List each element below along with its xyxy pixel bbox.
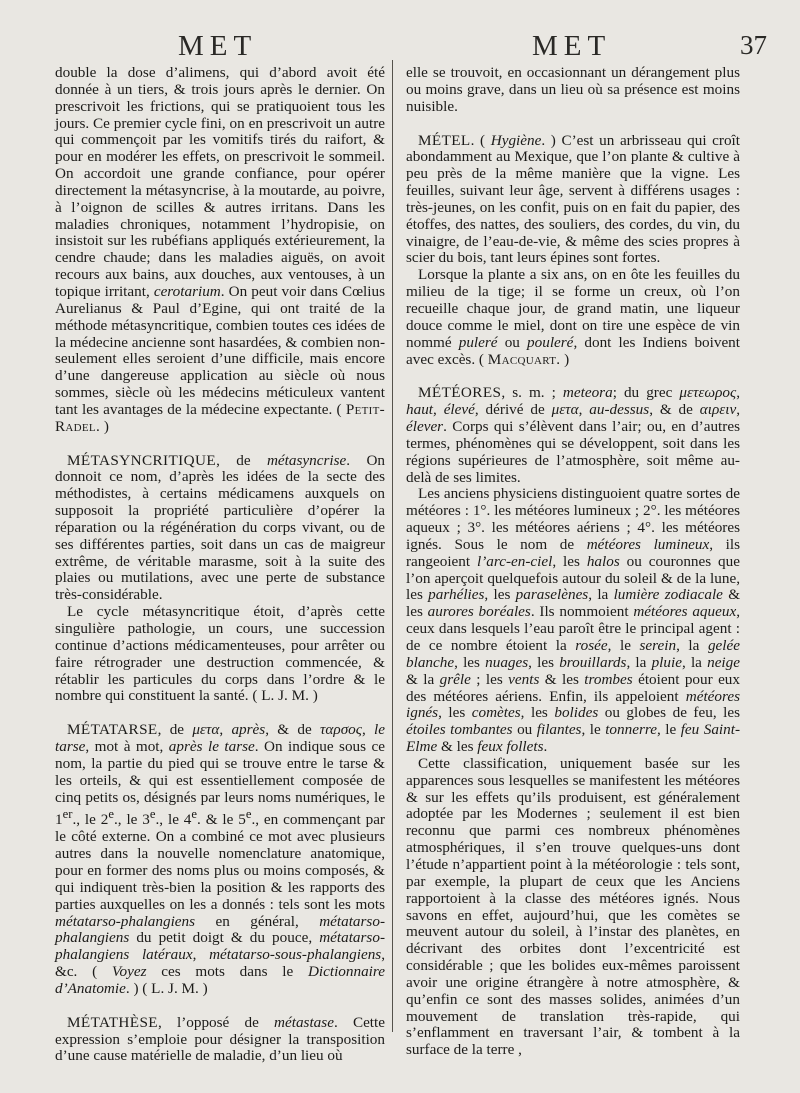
left_column-paragraph: MÉTASYNCRITIQUE, de métasyncrise. On donnoit ce nom, d’après les idées de la secte des méthodistes, à certains médicamens auxquels on supposoit la propriété particulière d’opérer la réparation ou la régénération du corps vivant, ou de ses différentes parties, soit dans un cas de maigreur extrême, de véritable marasme, soit à la suite des plaies ou mutilations, avec une perte de substance très-considérable. (55, 451, 386, 604)
running-head-left: MET (178, 30, 258, 62)
left_column-paragraph: double la dose d’alimens, qui d’abord avoit été donnée à un tiers, & trois jours après le dernier. On prescrivoit les frictions, qui se pratiquoient tous les jours. Ce premier cycle fini, on en prescrivoit un autre qui commençoit par les vomitifs tirés du raifort, & pour en modérer les effets, on prescrivoit le sommeil. On accordoit une grande confiance, pour opérer directement la métasyncrise, à la moutarde, au poivre, à l’oignon de scilles & autres irritans. Dans les maladies chroniques, notamment l’hydropisie, on insistoit sur les rubéfians appliqués extérieurement, la cendre chaude; dans les maladies aiguës, on avoit recours aux bains, aux douches, aux ventouses, à un topique irritant, cerotarium. On peut voir dans Cœlius Aurelianus & Paul d’Egine, qui ont traité de la méthode métasyncritique, combien toutes ces idées de la médecine ancienne sont hasardées, & combien non-seulement elles seroient d’une difficile, mais encore d’une dangereuse application au siècle où nous sommes, siècle où les médecins méticuleux vantent tant les avantages de la médecine expectante. ( Petit-Radel. ) (55, 64, 385, 435)
right_column-paragraph: Les anciens physiciens distinguoient quatre sortes de météores : 1°. les météores lumineux ; 2°. les météores aqueux ; 3°. les météores aériens ; 4°. les météores ignés. Sous le nom de météores lumineux, ils rangeoient l’arc-en-ciel, les halos ou couronnes que l’on aperçoit quelquefois autour du soleil & de la lune, les parhélies, les paraselènes, la lumière zodiacale & les aurores boréales. Ils nommoient météores aqueux, ceux dans lesquels l’eau paroît être le principal agent : de ce nombre étoient la rosée, le serein, la gelée blanche, les nuages, les brouillards, la pluie, la neige & la grêle ; les vents & les trombes étoient pour eux des météores aériens. Enfin, ils appeloient météores ignés, les comètes, les bolides ou globes de feu, les étoiles tombantes ou filantes, le tonnerre, le feu Saint-Elme & les feux follets. (406, 485, 741, 756)
column-divider (392, 60, 393, 1032)
left_column-paragraph: Le cycle métasyncritique étoit, d’après cette singulière pathologie, un cours, une succession continue d’actions médicamenteuses, pour arrêter ou faire rétrograder une destruction commencée, & rétablir les particules du corps dans l’ordre & le nombre qui constituent la santé. ( L. J. M. ) (55, 603, 385, 705)
right-column (406, 65, 740, 1059)
right_column-paragraph: MÉTEL. ( Hygiène. ) C’est un arbrisseau qui croît abondamment au Mexique, que l’on plante & cultive à peu près de la même manière que la vigne. Les feuilles, suivant leur âge, servent à différens usages : très-jeunes, on les confit, puis on en fait du papier, des étoffes, des nattes, des souliers, des cordes, du vin, du vinaigre, de l’eau-de-vie, & même des scies propres à scier du bois, tant leurs épines sont fortes. (406, 131, 740, 267)
right_column-paragraph: Lorsque la plante a six ans, on en ôte les feuilles du milieu de la tige; il se forme un creux, où l’on recueille chaque jour, de grand matin, une liqueur douce comme le miel, dont on tire une espèce de vin nommé puleré ou pouleré, dont les Indiens boivent avec excès. ( Macquart. ) (406, 266, 740, 368)
page-number: 37 (740, 30, 767, 60)
running-head-right: MET (532, 30, 612, 62)
right_column-paragraph: elle se trouvoit, en occasionnant un dérangement plus ou moins grave, dans un lieu où sa présence est moins nuisible. (406, 64, 740, 115)
left_column-paragraph: MÉTATHÈSE, l’opposé de métastase. Cette expression s’emploie pour désigner la transposition d’une cause matérielle de maladie, d’un lieu où (55, 1013, 385, 1065)
right_column-paragraph: MÉTÉORES, s. m. ; meteora; du grec μετεωρος, haut, élevé, dérivé de μετα, au-dessus, & de αιρειν, élever. Corps qui s’élèvent dans l’air; ou, en d’autres termes, phénomènes qui se développent, soit dans les régions supérieures de l’atmosphère, soit même au-delà de ses limites. (406, 384, 740, 486)
right_column-paragraph: Cette classification, uniquement basée sur les apparences sous lesquelles se manifestent les météores & sur les effets qu’ils produisent, est généralement adoptée par les Modernes ; seulement il est bien reconnu que parmi ces nombreux phénomènes atmosphériques, il s’en trouve quelques-uns dont l’étude n’appartient point à la météorologie : tels sont, par exemple, la plupart de ceux que les Anciens rapportoient à la classe des météores ignés. Nous savons en effet, aujourd’hui, que les comètes se meuvent autour du soleil, à l’instar des planètes, en décrivant des orbites dont l’excentricité est considérable ; que les bolides eux-mêmes paroissent avoir une origine étrangère à notre atmosphère, & qu’enfin ce sont des masses solides, animées d’un mouvement de translation très-rapide, qui s’enflamment en traversant l’air, & tombent à la surface de la terre , (406, 754, 740, 1059)
left-column (55, 65, 385, 1065)
left_column-paragraph: MÉTATARSE, de μετα, après, & de ταρσος, le tarse, mot à mot, après le tarse. On indique sous ce nom, la partie du pied qui se trouve entre le tarse & les orteils, & qui est essentiellement composée de cinq petits os, désignés par leurs noms numériques, le 1er., le 2e., le 3e., le 4e. & le 5e., en commençant par le côté externe. On a combiné ce mot avec plusieurs autres dans la nouvelle nomenclature anatomique, pour en former des noms plus ou moins composés, & qui indiquent très-bien la position & les rapports des parties auxquelles on les a donnés : tels sont les mots métatarso-phalangiens en général, métatarso-phalangiens du petit doigt & du pouce, métatarso-phalangiens latéraux, métatarso-sous-phalangiens, &c. ( Voyez ces mots dans le Dictionnaire d’Anatomie. ) ( L. J. M. ) (55, 721, 386, 997)
